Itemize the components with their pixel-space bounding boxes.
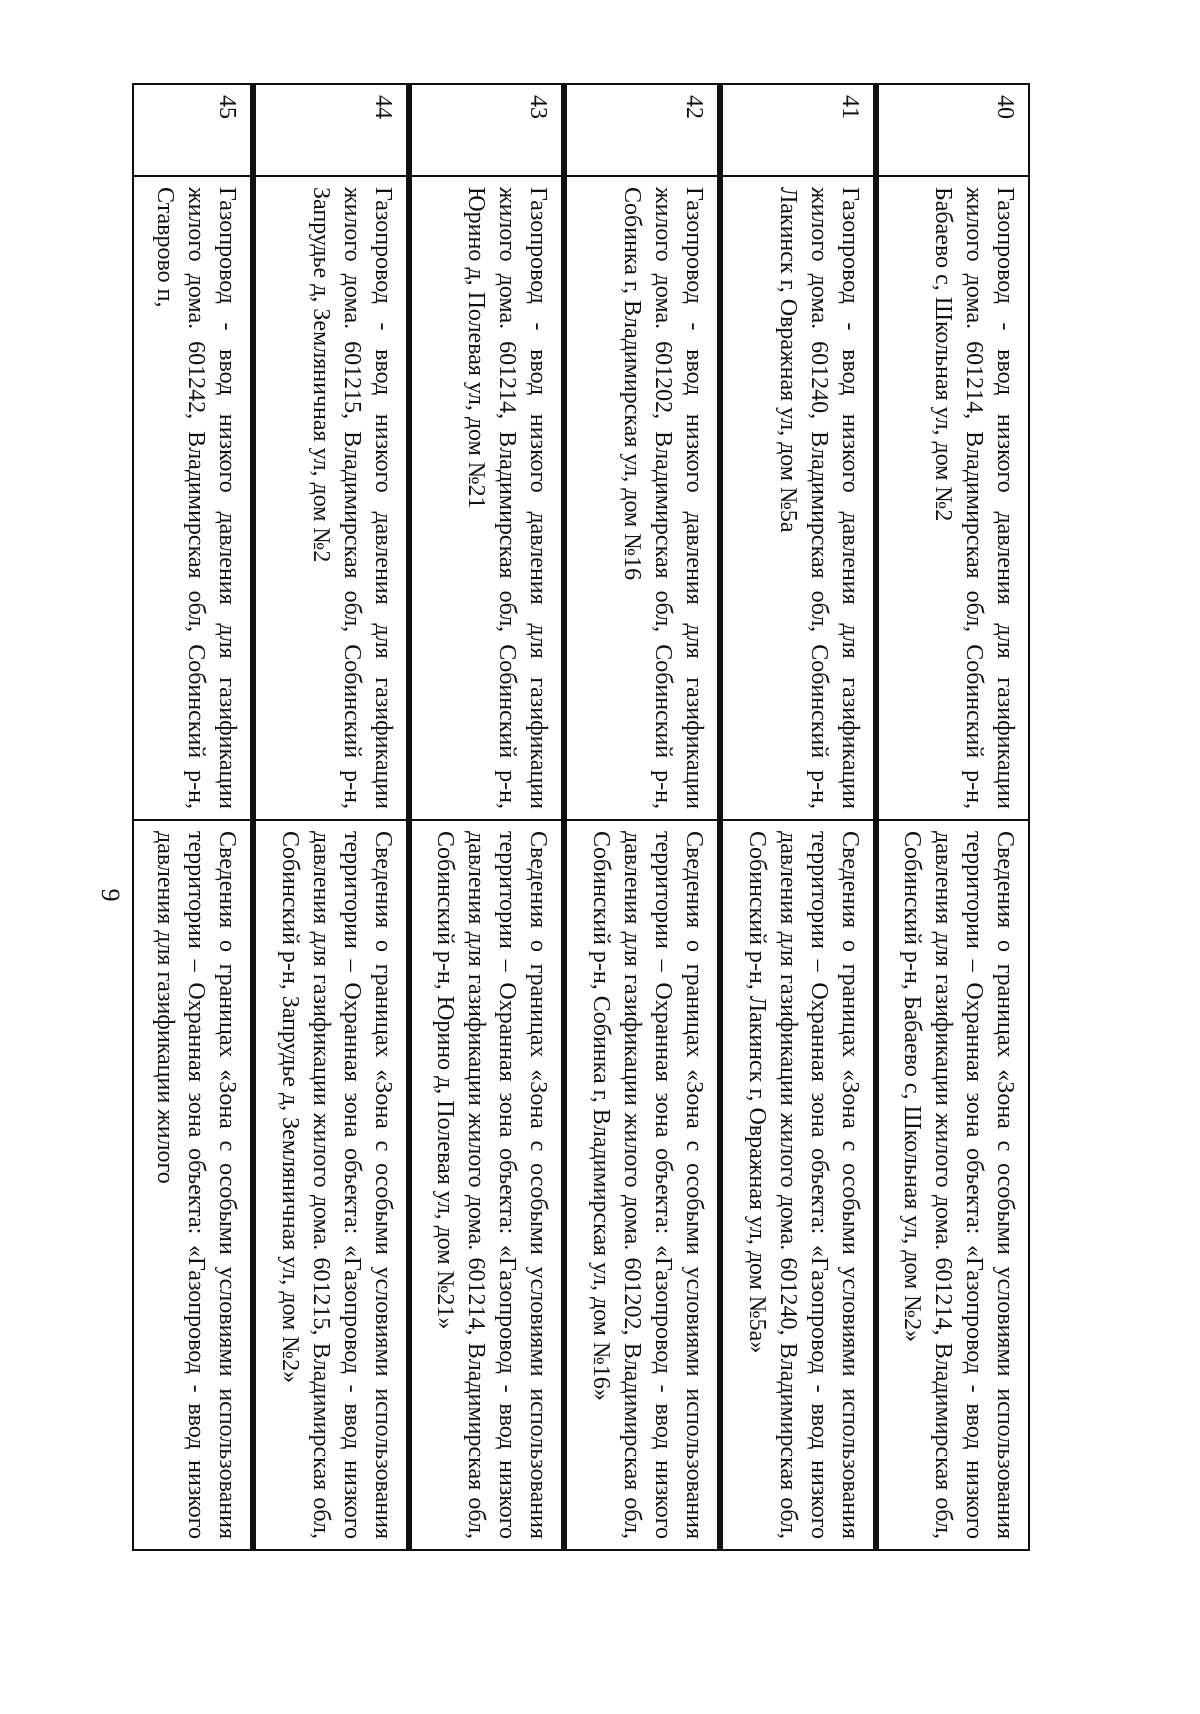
zone-information: Сведения о границах «Зона с особыми условиями использования территории – Охранная зона объекта: «Газопровод - ввод низкого давления для газификации жилого дома. 601214, Владимирская обл, Собинский р-н, Бабаево с, Школьная ул, дом №2» bbox=[876, 820, 1029, 1550]
row-number: 43 bbox=[409, 84, 565, 176]
table-row bbox=[133, 84, 253, 1550]
zone-information: Сведения о границах «Зона с особыми условиями использования территории – Охранная зона объекта: «Газопровод - ввод низкого давления для газификации жилого дома. 601240, Владимирская обл, Собинский р-н, Лакинск г, Овражная ул, дом №5а» bbox=[720, 820, 876, 1550]
zone-information: Сведения о границах «Зона с особыми условиями использования территории – Охранная зона объекта: «Газопровод - ввод низкого давления для газификации жилого дома. 601215, Владимирская обл, Собинский р-н, Запрудье д, Земляничная ул, дом №2» bbox=[253, 820, 409, 1550]
page-number: 9 bbox=[96, 888, 125, 902]
object-description: Газопровод - ввод низкого давления для газификации жилого дома. 601215, Владимирская обл, Собинский р-н, Запрудье д, Земляничная ул, дом №2 bbox=[253, 176, 409, 820]
table-row bbox=[253, 84, 409, 1550]
table-row bbox=[720, 84, 876, 1550]
rotated-page-content bbox=[132, 83, 1030, 1551]
table-row bbox=[876, 84, 1029, 1550]
row-number: 45 bbox=[133, 84, 253, 176]
row-number: 44 bbox=[253, 84, 409, 176]
object-description: Газопровод - ввод низкого давления для газификации жилого дома. 601202, Владимирская обл, Собинский р-н, Собинка г, Владимирская ул, дом №16 bbox=[564, 176, 720, 820]
table-row bbox=[564, 84, 720, 1550]
registry-table bbox=[132, 83, 1030, 1551]
object-description: Газопровод - ввод низкого давления для газификации жилого дома. 601240, Владимирская обл, Собинский р-н, Лакинск г, Овражная ул, дом №5а bbox=[720, 176, 876, 820]
object-description: Газопровод - ввод низкого давления для газификации жилого дома. 601242, Владимирская обл, Собинский р-н, Ставрово п, bbox=[133, 176, 253, 820]
row-number: 41 bbox=[720, 84, 876, 176]
zone-information: Сведения о границах «Зона с особыми условиями использования территории – Охранная зона объекта: «Газопровод - ввод низкого давления для газификации жилого дома. 601202, Владимирская обл, Собинский р-н, Собинка г, Владимирская ул, дом №16» bbox=[564, 820, 720, 1550]
object-description: Газопровод - ввод низкого давления для газификации жилого дома. 601214, Владимирская обл, Собинский р-н, Юрино д, Полевая ул, дом №21 bbox=[409, 176, 565, 820]
zone-information: Сведения о границах «Зона с особыми условиями использования территории – Охранная зона объекта: «Газопровод - ввод низкого давления для газификации жилого дома. 601214, Владимирская обл, Собинский р-н, Юрино д, Полевая ул, дом №21» bbox=[409, 820, 565, 1550]
zone-information: Сведения о границах «Зона с особыми условиями использования территории – Охранная зона объекта: «Газопровод - ввод низкого давления для газификации жилого bbox=[133, 820, 253, 1550]
table-row bbox=[409, 84, 565, 1550]
row-number: 40 bbox=[876, 84, 1029, 176]
row-number: 42 bbox=[564, 84, 720, 176]
object-description: Газопровод - ввод низкого давления для газификации жилого дома. 601214, Владимирская обл, Собинский р-н, Бабаево с, Школьная ул, дом №2 bbox=[876, 176, 1029, 820]
